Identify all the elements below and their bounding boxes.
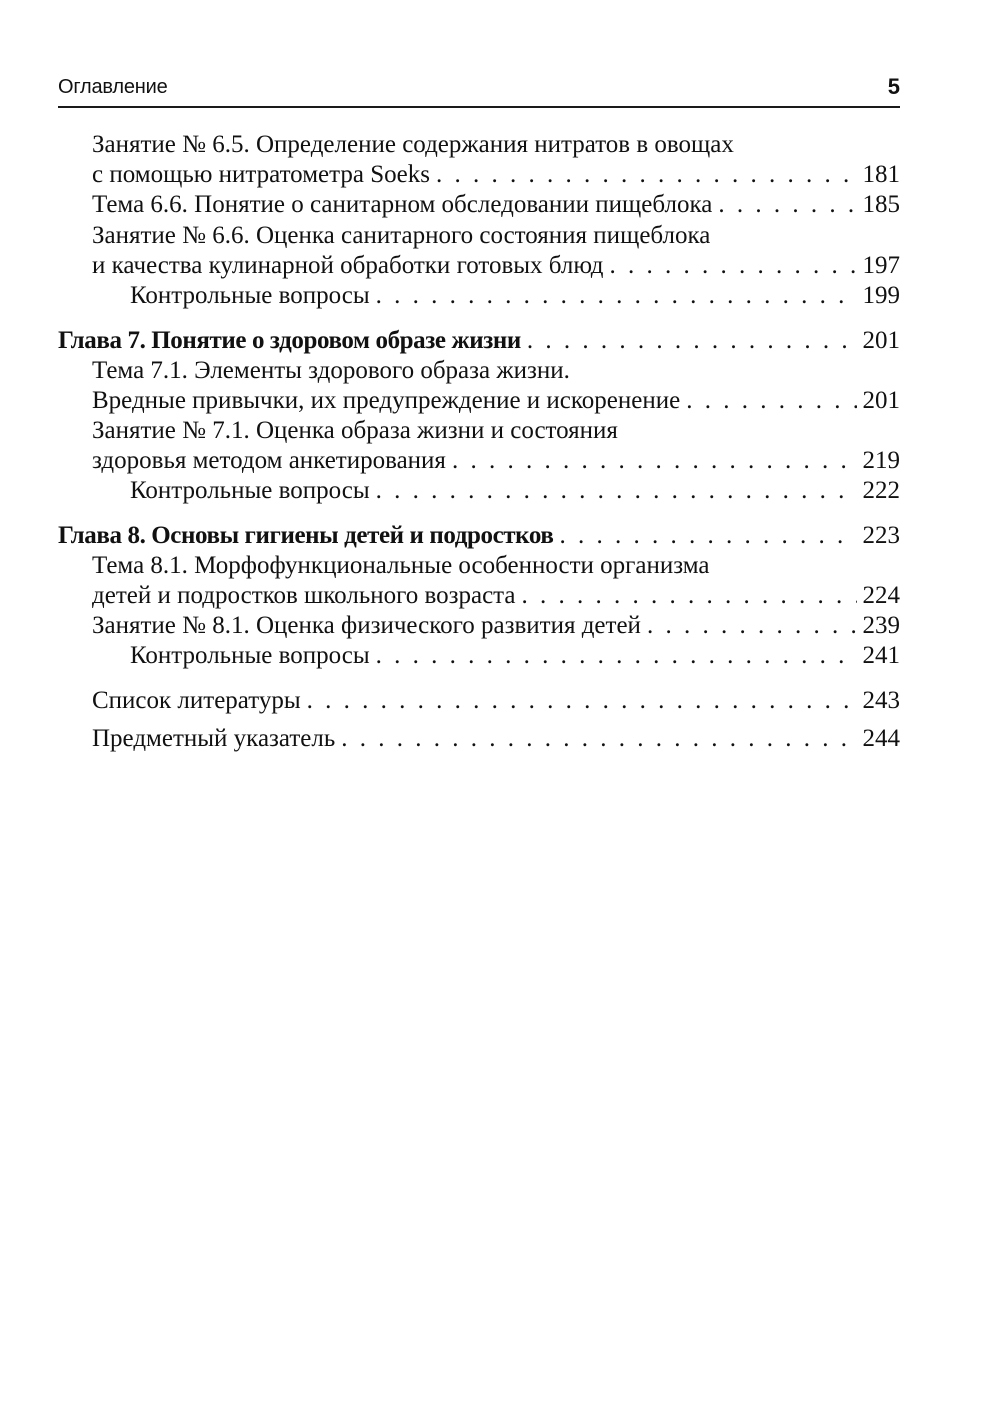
toc-entry-text: Занятие № 8.1. Оценка физического развития детей [92, 612, 641, 639]
toc-entry-text: Список литературы [92, 687, 301, 714]
dot-leader [610, 251, 857, 281]
dot-leader [436, 160, 857, 190]
toc-entry-text: Глава 7. Понятие о здоровом образе жизни [58, 327, 521, 354]
toc-entry-text: Контрольные вопросы [130, 282, 370, 309]
toc-line-lesson-6-6 [92, 221, 710, 251]
dot-leader [718, 190, 856, 220]
dot-leader [647, 611, 857, 641]
toc-entry-text: и качества кулинарной обработки готовых блюд [92, 252, 604, 279]
toc-entry-text: Тема 8.1. Морфофункциональные особенности организма [92, 552, 710, 579]
toc-page-number: 185 [862, 191, 900, 218]
toc-page-number: 223 [862, 522, 900, 549]
dot-leader [376, 476, 857, 506]
toc-entry-review-questions-7[interactable] [130, 476, 900, 506]
toc-entry-review-questions-8[interactable] [130, 641, 900, 671]
toc-page-number: 239 [862, 612, 900, 639]
toc-entry-lesson-7-1[interactable] [92, 446, 900, 476]
toc-entry-text: здоровья методом анкетирования [92, 447, 446, 474]
toc-page-number: 222 [862, 477, 900, 504]
toc-page-number: 181 [862, 161, 900, 188]
toc-page-number: 224 [862, 582, 900, 609]
dot-leader [527, 326, 857, 356]
toc-entry-lesson-6-5[interactable] [92, 160, 900, 190]
toc-line-lesson-7-1 [92, 416, 618, 446]
page-number: 5 [887, 74, 900, 99]
toc-entry-topic-6-6[interactable] [92, 190, 900, 220]
toc-entry-text: Контрольные вопросы [130, 477, 370, 504]
toc-page-number: 243 [862, 687, 900, 714]
toc-page-number: 197 [862, 252, 900, 279]
toc-entry-review-questions-6[interactable] [130, 281, 900, 311]
toc-entry-text: Предметный указатель [92, 725, 336, 752]
toc-entry-text: Занятие № 6.5. Определение содержания нитратов в овощах [92, 131, 734, 158]
toc-page-number: 219 [862, 447, 900, 474]
toc-line-topic-7-1 [92, 356, 570, 386]
toc-entry-text: Контрольные вопросы [130, 642, 370, 669]
toc-entry-text: Занятие № 7.1. Оценка образа жизни и состояния [92, 417, 618, 444]
toc-entry-text: Тема 6.6. Понятие о санитарном обследовании пищеблока [92, 191, 713, 218]
toc-entry-lesson-8-1[interactable] [92, 611, 900, 641]
toc-entry-text: Глава 8. Основы гигиены детей и подростков [58, 522, 554, 549]
toc-entry-text: Тема 7.1. Элементы здорового образа жизни. [92, 357, 570, 384]
dot-leader [341, 724, 856, 754]
toc-page-number: 201 [862, 387, 900, 414]
toc-entry-lesson-6-6[interactable] [92, 251, 900, 281]
toc-entry-chapter-8[interactable] [58, 521, 900, 551]
toc-entry-text: с помощью нитратометра Soeks [92, 161, 430, 188]
running-header [58, 74, 900, 108]
toc-entry-chapter-7[interactable] [58, 326, 900, 356]
dot-leader [686, 386, 856, 416]
toc-entry-text: Вредные привычки, их предупреждение и искоренение [92, 387, 681, 414]
dot-leader [376, 641, 857, 671]
toc-entry-topic-8-1[interactable] [92, 581, 900, 611]
toc-page-number: 199 [862, 282, 900, 309]
dot-leader [452, 446, 857, 476]
toc-page-number: 201 [862, 327, 900, 354]
toc-entry-text: Занятие № 6.6. Оценка санитарного состояния пищеблока [92, 222, 711, 249]
toc-entry-subject-index[interactable] [92, 724, 900, 754]
dot-leader [522, 581, 857, 611]
toc-page-number: 244 [862, 725, 900, 752]
dot-leader [307, 686, 857, 716]
toc-entry-bibliography[interactable] [92, 686, 900, 716]
toc-line-topic-8-1 [92, 551, 710, 581]
dot-leader [559, 521, 856, 551]
toc-entry-topic-7-1[interactable] [92, 386, 900, 416]
toc-page-number: 241 [862, 642, 900, 669]
header-title: Оглавление [58, 76, 168, 98]
dot-leader [376, 281, 857, 311]
toc-line-lesson-6-5 [92, 130, 734, 160]
toc-entry-text: детей и подростков школьного возраста [92, 582, 516, 609]
